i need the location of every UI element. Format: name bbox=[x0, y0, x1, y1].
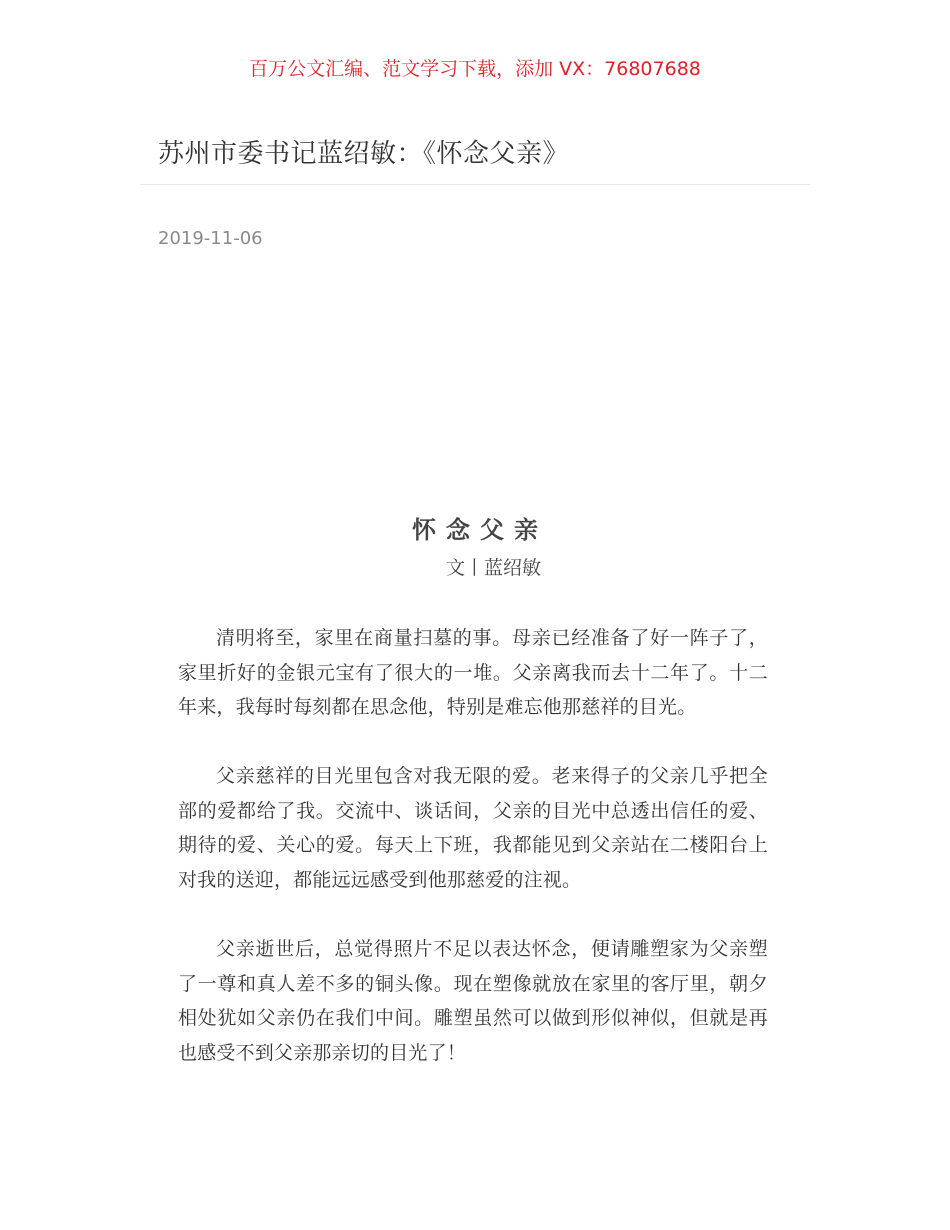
article-title: 苏州市委书记蓝绍敏：《怀念父亲》 bbox=[158, 139, 570, 169]
watermark-banner: 百万公文汇编、范文学习下载，添加 VX：76807688 bbox=[249, 58, 701, 80]
title-divider bbox=[140, 184, 810, 185]
author-byline: 文丨蓝绍敏 bbox=[446, 557, 542, 579]
essay-heading: 怀念父亲 bbox=[412, 516, 548, 544]
body-paragraph-3: 父亲逝世后，总觉得照片不足以表达怀念，便请雕塑家为父亲塑了一尊和真人差不多的铜头像。现在塑像就放在家里的客厅里，朝夕相处犹如父亲仍在我们中间。雕塑虽然可以做到形似神似，但就是再也感受不到父亲那亲切的目光了！ bbox=[178, 938, 768, 1064]
publish-date: 2019-11-06 bbox=[158, 228, 263, 249]
body-paragraph-2: 父亲慈祥的目光里包含对我无限的爱。老来得子的父亲几乎把全部的爱都给了我。交流中、谈话间，父亲的目光中总透出信任的爱、期待的爱、关心的爱。每天上下班，我都能见到父亲站在二楼阳台上对我的送迎，都能远远感受到他那慈爱的注视。 bbox=[178, 765, 768, 891]
body-paragraph-1: 清明将至，家里在商量扫墓的事。母亲已经准备了好一阵子了，家里折好的金银元宝有了很大的一堆。父亲离我而去十二年了。十二年来，我每时每刻都在思念他，特别是难忘他那慈祥的目光。 bbox=[178, 627, 768, 718]
